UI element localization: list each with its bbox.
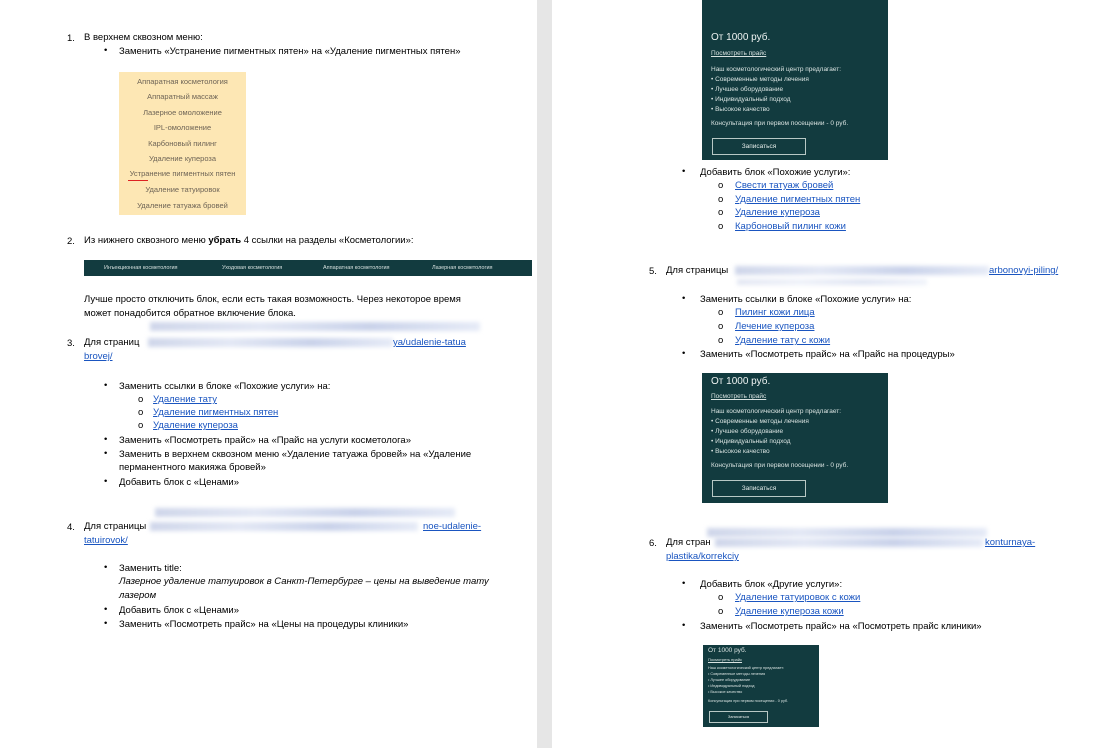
- menu-item-highlighted: Устранение пигментных пятен: [129, 169, 236, 178]
- card-book-button[interactable]: Записаться: [709, 711, 768, 723]
- card-list-item: • Лучшее оборудование: [708, 678, 751, 682]
- card-price: От 1000 руб.: [708, 647, 747, 654]
- card-price: От 1000 руб.: [711, 376, 771, 387]
- circle-bullet-icon: o: [138, 394, 144, 405]
- bullet-icon: •: [104, 434, 108, 445]
- list-number-5: 5.: [649, 266, 657, 277]
- circle-bullet-icon: o: [138, 420, 144, 431]
- item5-url-link[interactable]: arbonovyi-piling/: [989, 265, 1059, 276]
- price-card: [702, 0, 888, 160]
- similar-link[interactable]: Удаление купероза: [735, 207, 820, 218]
- item6-url-link[interactable]: konturnaya-: [985, 537, 1036, 548]
- similar-link[interactable]: Удаление пигментных пятен: [735, 194, 861, 205]
- item3-url-link-line2[interactable]: brovej/: [84, 351, 113, 362]
- circle-bullet-icon: o: [718, 307, 724, 318]
- similar-link[interactable]: Лечение купероза: [735, 321, 815, 332]
- similar-link[interactable]: Карбоновый пилинг кожи: [735, 221, 846, 232]
- item1-bullet: Заменить «Устранение пигментных пятен» на «Удаление пигментных пятен»: [119, 46, 461, 57]
- card-price: От 1000 руб.: [711, 32, 771, 43]
- card-list-item: • Индивидуальный подход: [711, 438, 791, 445]
- card-list-item: • Высокое качество: [708, 690, 743, 694]
- add-similar-bullet: Добавить блок «Похожие услуги»:: [700, 167, 851, 178]
- nav-item: Инъекционная косметология: [104, 265, 178, 271]
- similar-link[interactable]: Удаление пигментных пятен: [153, 407, 279, 418]
- blurred-url: [150, 322, 480, 331]
- menu-item: Лазерное омоложение: [143, 108, 222, 117]
- card-consult: Консультация при первом посещении - 0 руб.: [711, 120, 849, 127]
- menu-item: IPL-омоложение: [153, 123, 212, 132]
- blurred-url: [735, 266, 989, 275]
- card-list-item: • Индивидуальный подход: [708, 684, 755, 688]
- price-card: [702, 373, 888, 503]
- blurred-url: [155, 508, 455, 517]
- price-card-small: [703, 645, 819, 727]
- bullet-icon: •: [682, 348, 686, 359]
- item4-bullet-1: Заменить title:: [119, 563, 182, 574]
- item3-bullet-2: Заменить «Посмотреть прайс» на «Прайс на услуги косметолога»: [119, 435, 411, 446]
- circle-bullet-icon: o: [718, 221, 724, 232]
- other-link[interactable]: Удаление татуировок с кожи: [735, 592, 861, 603]
- circle-bullet-icon: o: [718, 606, 724, 617]
- menu-item: Карбоновый пилинг: [148, 139, 217, 148]
- note-line-2: может понадобится обратное включение блока.: [84, 308, 296, 319]
- similar-link[interactable]: Удаление купероза: [153, 420, 238, 431]
- item6-bullet-1: Добавить блок «Другие услуги»:: [700, 579, 843, 590]
- circle-bullet-icon: o: [718, 194, 724, 205]
- similar-link[interactable]: Удаление тату с кожи: [735, 335, 831, 346]
- bullet-icon: •: [104, 562, 108, 573]
- card-list-item: • Современные методы лечения: [711, 76, 809, 83]
- similar-link[interactable]: Пилинг кожи лица: [735, 307, 815, 318]
- item3-bullet-1: Заменить ссылки в блоке «Похожие услуги» на:: [119, 381, 331, 392]
- similar-link[interactable]: Свести татуаж бровей: [735, 180, 834, 191]
- item5-prefix: Для страницы: [666, 265, 729, 276]
- bullet-icon: •: [104, 476, 108, 487]
- menu-item: Удаление татуажа бровей: [137, 201, 228, 210]
- list-number-6: 6.: [649, 538, 657, 549]
- card-consult: Консультация при первом посещении - 0 руб.: [711, 462, 849, 469]
- menu-item: Аппаратная косметология: [137, 77, 228, 86]
- bullet-icon: •: [104, 618, 108, 629]
- nav-item: Аппаратная косметология: [323, 265, 390, 271]
- circle-bullet-icon: o: [718, 335, 724, 346]
- blurred-url: [715, 538, 983, 547]
- card-list-item: • Высокое качество: [711, 448, 770, 455]
- card-price-link[interactable]: Посмотреть прайс: [711, 393, 767, 400]
- bullet-icon: •: [682, 166, 686, 177]
- list-number-3: 3.: [67, 338, 75, 349]
- note-line-1: Лучше просто отключить блок, если есть такая возможность. Через некоторое время: [84, 294, 461, 305]
- card-list-item: • Современные методы лечения: [711, 418, 809, 425]
- new-title-line-2: лазером: [119, 590, 157, 601]
- nav-item: Уходовая косметология: [222, 265, 283, 271]
- circle-bullet-icon: o: [718, 592, 724, 603]
- card-consult: Консультация при первом посещении - 0 руб.: [708, 699, 789, 703]
- new-title-line-1: Лазерное удаление татуировок в Санкт-Петербурге – цены на выведение тату: [119, 576, 489, 587]
- menu-item: Аппаратный массаж: [147, 92, 218, 101]
- bullet-icon: •: [682, 578, 686, 589]
- item6-url-link-line2[interactable]: plastika/korrekciy: [666, 551, 739, 562]
- card-intro: Наш косметологический центр предлагает:: [711, 408, 842, 415]
- circle-bullet-icon: o: [718, 207, 724, 218]
- circle-bullet-icon: o: [718, 180, 724, 191]
- card-intro: Наш косметологический центр предлагает:: [711, 66, 842, 73]
- similar-link[interactable]: Удаление тату: [153, 394, 217, 405]
- card-list-item: • Высокое качество: [711, 106, 770, 113]
- bullet-icon: •: [104, 604, 108, 615]
- item1-title: В верхнем сквозном меню:: [84, 32, 203, 43]
- circle-bullet-icon: o: [138, 407, 144, 418]
- item2-title: Из нижнего сквозного меню убрать 4 ссылки на разделы «Косметологии»:: [84, 235, 414, 246]
- item4-prefix: Для страницы: [84, 521, 147, 532]
- card-list-item: • Лучшее оборудование: [711, 428, 784, 435]
- card-list-item: • Современные методы лечения: [708, 672, 766, 676]
- item3-bullet-3b: перманентного макияжа бровей»: [119, 462, 266, 473]
- bullet-icon: •: [682, 620, 686, 631]
- bullet-icon: •: [104, 45, 108, 56]
- nav-item: Лазерная косметология: [432, 265, 493, 271]
- item6-prefix: Для стран: [666, 537, 711, 548]
- other-link[interactable]: Удаление купероза кожи: [735, 606, 844, 617]
- item3-bullet-3a: Заменить в верхнем сквозном меню «Удаление татуажа бровей» на «Удаление: [119, 449, 472, 460]
- bullet-icon: •: [104, 380, 108, 391]
- item6-bullet-2: Заменить «Посмотреть прайс» на «Посмотреть прайс клиники»: [700, 621, 982, 632]
- item3-bullet-4: Добавить блок с «Ценами»: [119, 477, 240, 488]
- bullet-icon: •: [682, 293, 686, 304]
- bottom-nav-screenshot: [84, 260, 532, 276]
- blurred-url: [707, 528, 987, 537]
- card-price-link[interactable]: Посмотреть прайс: [708, 657, 743, 662]
- circle-bullet-icon: o: [718, 321, 724, 332]
- red-underline-mark: [128, 180, 148, 181]
- list-number-2: 2.: [67, 236, 75, 247]
- blurred-url: [737, 279, 927, 285]
- item5-bullet-1: Заменить ссылки в блоке «Похожие услуги» на:: [700, 294, 912, 305]
- document-page-left: [0, 0, 537, 748]
- list-number-4: 4.: [67, 522, 75, 533]
- card-price-link[interactable]: Посмотреть прайс: [711, 50, 767, 57]
- menu-item: Удаление купероза: [148, 154, 217, 163]
- blurred-url: [150, 522, 418, 531]
- blurred-url: [148, 338, 393, 347]
- card-list-item: • Индивидуальный подход: [711, 96, 791, 103]
- item4-url-link[interactable]: noe-udalenie-: [423, 521, 482, 532]
- document-page-right: [552, 0, 1103, 748]
- top-menu-screenshot: [119, 72, 246, 215]
- menu-item: Удаление татуировок: [145, 185, 220, 194]
- card-book-button[interactable]: Записаться: [712, 138, 806, 155]
- list-number-1: 1.: [67, 33, 75, 44]
- bullet-icon: •: [104, 448, 108, 459]
- item5-bullet-2: Заменить «Посмотреть прайс» на «Прайс на процедуры»: [700, 349, 955, 360]
- card-list-item: • Лучшее оборудование: [711, 86, 784, 93]
- item4-url-link-line2[interactable]: tatuirovok/: [84, 535, 128, 546]
- item3-url-link[interactable]: ya/udalenie-tatua: [393, 337, 466, 348]
- item4-bullet-3: Заменить «Посмотреть прайс» на «Цены на процедуры клиники»: [119, 619, 409, 630]
- item4-bullet-2: Добавить блок с «Ценами»: [119, 605, 240, 616]
- card-book-button[interactable]: Записаться: [712, 480, 806, 497]
- card-intro: Наш косметологический центр предлагает:: [708, 666, 784, 670]
- item3-prefix: Для страниц: [84, 337, 140, 348]
